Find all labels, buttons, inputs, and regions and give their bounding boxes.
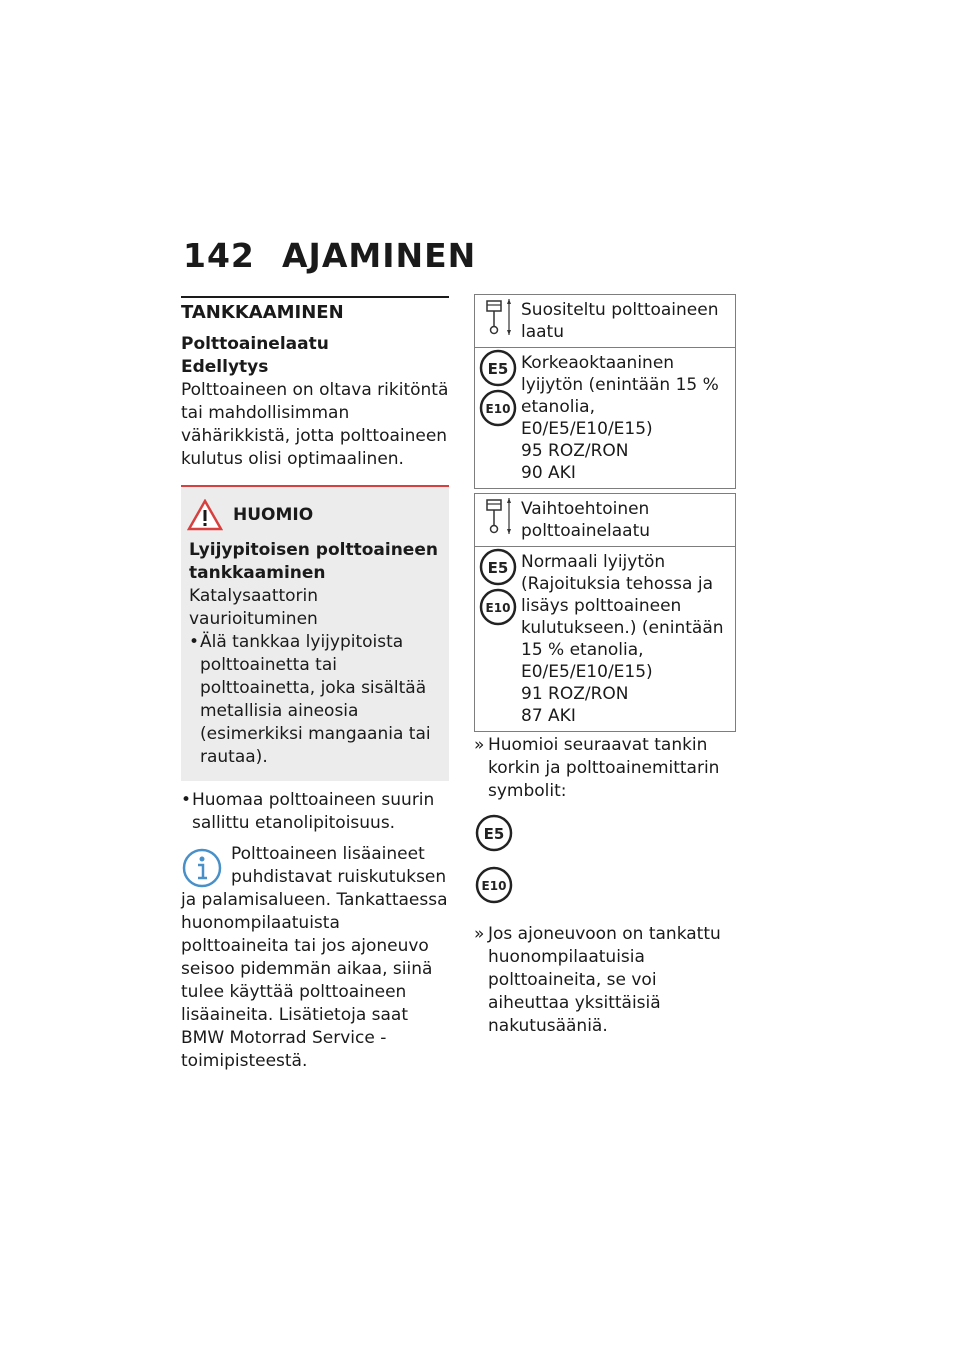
intro-paragraph: Polttoaineen on oltava rikitöntä tai mahdollisimman vähärikkistä, jotta polttoaineen kulutus olisi optimaalinen. <box>181 380 449 469</box>
info-block <box>181 843 449 1073</box>
e10-fuel-icon <box>474 865 514 905</box>
svg-text:E5: E5 <box>487 360 509 378</box>
alternative-fuel-table <box>474 493 736 732</box>
e5-fuel-icon <box>478 547 518 587</box>
step-knocking <box>474 923 736 1038</box>
recommended-ron: 95 ROZ/RON <box>521 441 629 461</box>
warning-title: HUOMIO <box>233 505 314 525</box>
warning-triangle-icon <box>187 499 223 531</box>
svg-text:E5: E5 <box>483 825 505 843</box>
svg-text:E5: E5 <box>487 559 509 577</box>
table-row <box>475 347 735 488</box>
warning-subtitle: Lyijypitoisen polttoaineen tankkaaminen <box>189 540 438 583</box>
warning-consequence: Katalysaattorin vaurioituminen <box>189 586 319 629</box>
recommended-fuel-desc: Korkeaoktaaninen lyijytön (enintään 15 % etanolia, E0/E5/E10/E15) <box>521 353 719 439</box>
page-number: 142 <box>183 236 255 275</box>
info-text: Polttoaineen lisäaineet puhdistavat ruiskutuksen ja palamisalueen. Tankattaessa huonompilaatuista polttoaineita tai jos ajoneuvo seisoo pidemmän aikaa, siinä tulee käyttää polttoaineen lisäaineita. Lisätietoja saat BMW Motorrad Service -toimipisteestä. <box>181 844 448 1071</box>
recommended-aki: 90 AKI <box>521 463 576 483</box>
svg-text:E10: E10 <box>481 879 507 893</box>
note-list <box>181 789 449 835</box>
alternative-fuel-heading: Vaihtoehtoinen polttoainelaatu <box>521 499 651 541</box>
chapter-title: AJAMINEN <box>282 236 477 275</box>
ethanol-bullet: • Huomaa polttoaineen suurin sallittu etanolipitoisuus. <box>181 789 449 835</box>
section-rule <box>181 296 449 298</box>
warning-list <box>189 631 441 769</box>
alternative-fuel-desc: Normaali lyijytön (Rajoituksia tehossa ja lisäys polttoaineen kulutukseen.) (enintään 15 % etanolia, E0/E5/E10/E15) <box>521 552 724 682</box>
heading-fuel-quality: Polttoainelaatu <box>181 334 329 354</box>
warning-box <box>181 485 449 781</box>
alternative-aki: 87 AKI <box>521 706 576 726</box>
engine-piston-icon <box>480 295 516 339</box>
step-symbols <box>474 734 736 803</box>
e10-fuel-icon <box>478 587 518 627</box>
svg-text:E10: E10 <box>485 402 511 416</box>
step-marker: » <box>474 735 485 755</box>
svg-text:E10: E10 <box>485 601 511 615</box>
section-title: TANKKAAMINEN <box>181 302 344 323</box>
engine-piston-icon <box>480 494 516 538</box>
step-marker: » <box>474 924 485 944</box>
alternative-ron: 91 ROZ/RON <box>521 684 629 704</box>
recommended-fuel-heading: Suositeltu polttoaineen laatu <box>521 300 719 342</box>
table-header-row <box>475 295 735 347</box>
e5-fuel-icon <box>478 348 518 388</box>
right-column <box>474 294 736 1038</box>
e10-fuel-icon <box>478 388 518 428</box>
info-icon <box>181 847 223 889</box>
step-knocking-text: Jos ajoneuvoon on tankattu huonompilaatuisia polttoaineita, se voi aiheuttaa yksittäisiä nakutusääniä. <box>488 924 721 1036</box>
left-column <box>181 296 449 1073</box>
table-row <box>475 546 735 731</box>
e5-fuel-icon <box>474 813 514 853</box>
step-symbols-text: Huomioi seuraavat tankin korkin ja polttoainemittarin symbolit: <box>488 735 720 801</box>
heading-requirement: Edellytys <box>181 357 269 377</box>
warning-bullet: • Älä tankkaa lyijypitoista polttoainetta tai polttoainetta, joka sisältää metallisia aineosia (esimerkiksi mangaania tai rautaa). <box>189 631 441 769</box>
recommended-fuel-table <box>474 294 736 489</box>
warning-header <box>187 499 441 531</box>
table-header-row <box>475 494 735 546</box>
